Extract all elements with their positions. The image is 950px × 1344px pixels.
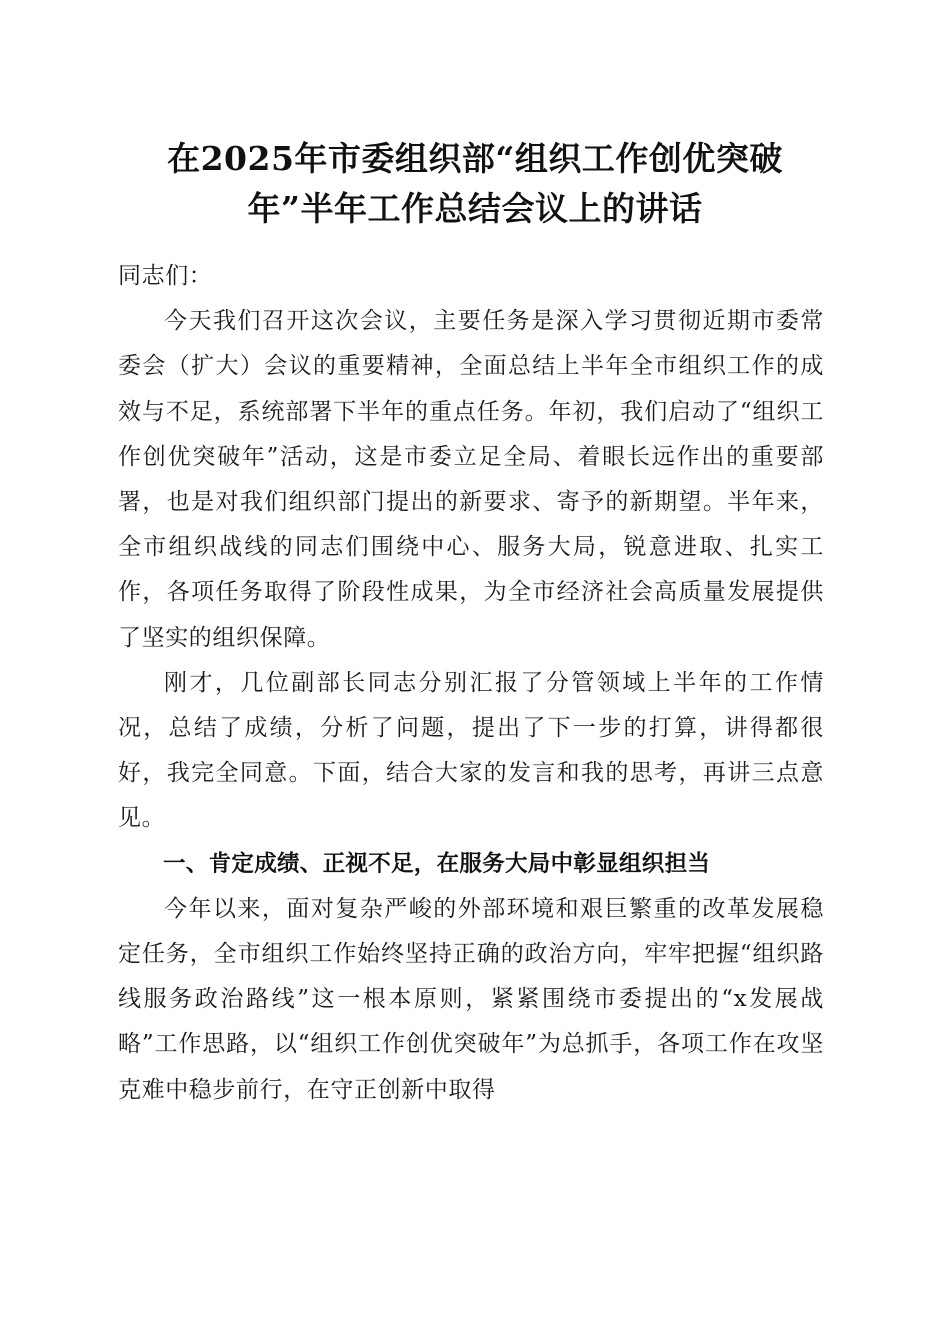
paragraph-opening: 今天我们召开这次会议，主要任务是深入学习贯彻近期市委常委会（扩大）会议的重要精神，全面总结上半年全市组织工作的成效与不足，系统部署下半年的重点任务。年初，我们启动了“组织工作创优突破年”活动，这是市委立足全局、着眼长远作出的重要部署，也是对我们组织部门提出的新要求、寄予的新期望。半年来，全市组织战线的同志们围绕中心、服务大局，锐意进取、扎实工作，各项任务取得了阶段性成果，为全市经济社会高质量发展提供了坚实的组织保障。 <box>118 308 824 651</box>
paragraph-remarks: 刚才，几位副部长同志分别汇报了分管领域上半年的工作情况，总结了成绩，分析了问题，提出了下一步的打算，讲得都很好，我完全同意。下面，结合大家的发言和我的思考，再讲三点意见。 <box>118 669 824 832</box>
section-1-paragraph: 今年以来，面对复杂严峻的外部环境和艰巨繁重的改革发展稳定任务，全市组织工作始终坚持正确的政治方向，牢牢把握“组织路线服务政治路线”这一根本原则，紧紧围绕市委提出的“x发展战略”工作思路，以“组织工作创优突破年”为总抓手，各项工作在攻坚克难中稳步前行，在守正创新中取得 <box>118 895 824 1103</box>
title-line-2: 年”半年工作总结会议上的讲话 <box>247 189 703 228</box>
section-heading-1: 一、肯定成绩、正视不足，在服务大局中彰显组织担当 <box>163 850 711 877</box>
salutation: 同志们： <box>118 263 213 289</box>
document-title <box>118 134 832 234</box>
title-line-1: 在2025年市委组织部“组织工作创优突破 <box>167 139 783 178</box>
document-body <box>118 254 824 1113</box>
